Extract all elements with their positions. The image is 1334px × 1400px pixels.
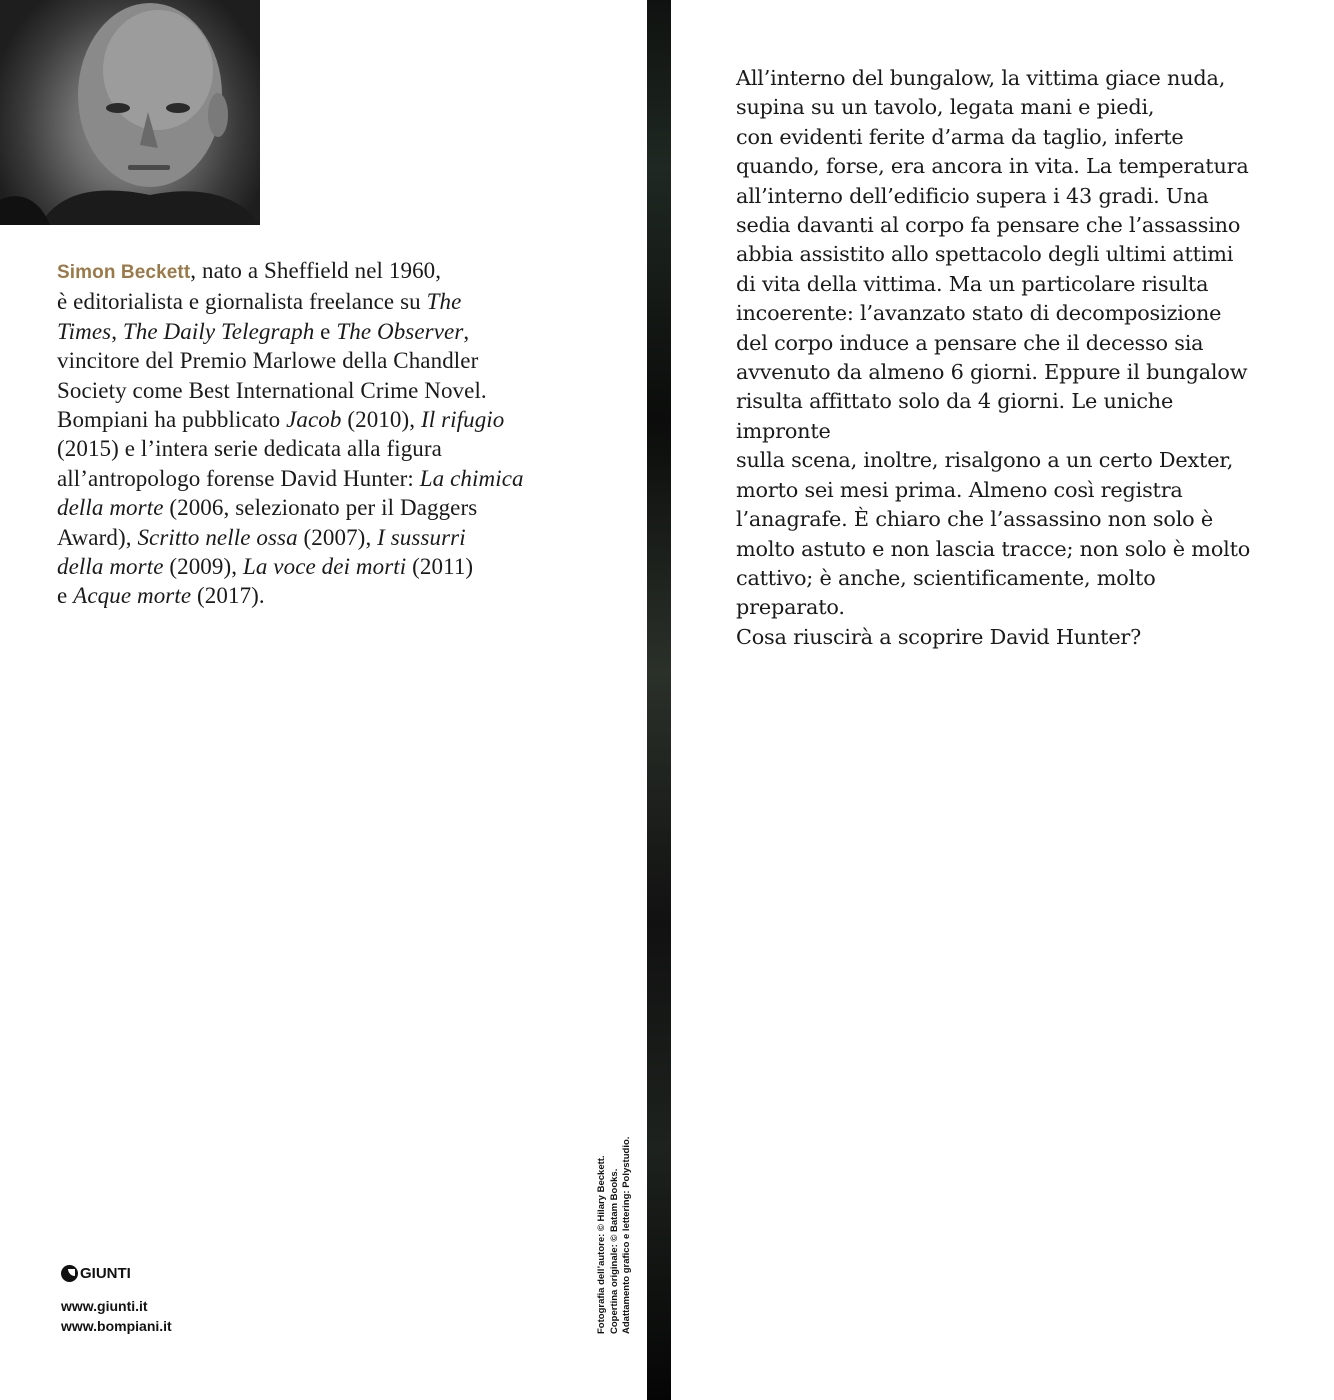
bio-title: della morte [57, 554, 164, 580]
bio-title: Acque morte [73, 583, 192, 609]
bio-segment: (2006, selezionato per il Daggers [163, 495, 478, 521]
bio-title: Jacob [286, 407, 342, 433]
publisher-urls [61, 1296, 172, 1336]
bio-title: I sussurri [377, 524, 466, 550]
blurb-line: morto sei mesi prima. Almeno così registra [736, 477, 1183, 502]
author-bio [57, 256, 577, 611]
bio-segment: , [111, 318, 123, 344]
blurb-line: con evidenti ferite d’arma da taglio, inferte [736, 124, 1184, 149]
bio-title: Scritto nelle ossa [137, 524, 298, 550]
giunti-logo [61, 1265, 131, 1282]
author-name: Simon Beckett [57, 262, 191, 283]
blurb-line: supina su un tavolo, legata mani e piedi, [736, 95, 1155, 120]
giunti-logo-text: GIUNTI [80, 1265, 131, 1282]
author-photo [0, 0, 260, 225]
blurb-line: Cosa riuscirà a scoprire David Hunter? [736, 624, 1142, 649]
cover-spine-strip [647, 0, 671, 1400]
blurb-line: all’interno dell’edificio supera i 43 gradi. Una [736, 183, 1209, 208]
url-bompiani[interactable]: www.bompiani.it [61, 1318, 172, 1334]
bio-title: della morte [57, 495, 164, 521]
blurb-line: del corpo induce a pensare che il decesso sia [736, 330, 1204, 355]
bio-title: The Observer [336, 318, 464, 344]
url-giunti[interactable]: www.giunti.it [61, 1298, 148, 1314]
bio-segment: e [57, 583, 74, 609]
bio-segment: all’antropologo forense David Hunter: [57, 465, 420, 491]
author-bio-text [57, 258, 524, 608]
bio-title: Times [57, 318, 112, 344]
credit-photo: Fotografia dell’autore: © Hilary Beckett. [596, 1155, 607, 1334]
blurb-line: incoerente: l’avanzato stato di decomposizione [736, 301, 1222, 326]
bio-segment: (2007), [297, 524, 378, 550]
blurb-line: l’anagrafe. È chiaro che l’assassino non solo è [736, 507, 1213, 532]
blurb-line: All’interno del bungalow, la vittima giace nuda, [736, 66, 1226, 90]
bio-title: Il rifugio [420, 407, 505, 433]
bio-segment: Award), [57, 524, 138, 550]
blurb-line: molto astuto e non lascia tracce; non solo è molto [736, 536, 1251, 561]
blurb-line: quando, forse, era ancora in vita. La temperatura [736, 154, 1249, 179]
blurb-line: risulta affittato solo da 4 giorni. Le uniche impronte [736, 389, 1174, 443]
blurb-line: sulla scena, inoltre, risalgono a un certo Dexter, [736, 448, 1234, 473]
bio-segment: vincitore del Premio Marlowe della Chandler [57, 348, 479, 374]
credit-graphics: Adattamento grafico e lettering: Polystudio. [621, 1136, 632, 1334]
bio-segment: Bompiani ha pubblicato [57, 407, 287, 433]
right-margin [1315, 0, 1334, 1400]
blurb-line: abbia assistito allo spettacolo degli ultimi attimi [736, 242, 1234, 267]
bio-segment: (2009), [163, 554, 243, 580]
giunti-logo-icon [61, 1265, 78, 1282]
credit-cover: Copertina originale: © Batam Books. [608, 1168, 620, 1334]
bio-segment: (2017). [191, 583, 265, 609]
bio-segment: , [463, 318, 470, 344]
bio-title: La voce dei morti [242, 554, 407, 580]
blurb-line: sedia davanti al corpo fa pensare che l’assassino [736, 213, 1241, 238]
bio-segment: e [314, 318, 337, 344]
bio-title: La chimica [419, 465, 524, 491]
blurb-line: cattivo; è anche, scientificamente, molto preparato. [736, 565, 1156, 620]
bio-segment: (2010), [341, 407, 421, 433]
bio-segment: , nato a Sheffield nel 1960, [190, 258, 442, 283]
blurb-line: di vita della vittima. Ma un particolare risulta [736, 271, 1209, 296]
bio-segment: è editorialista e giornalista freelance su [57, 289, 427, 315]
back-cover-blurb [736, 64, 1256, 652]
bio-title: The [426, 289, 462, 315]
bio-title: The Daily Telegraph [122, 318, 315, 344]
credits-vertical [596, 1134, 634, 1334]
blurb-line: avvenuto da almeno 6 giorni. Eppure il bungalow [736, 360, 1248, 385]
bio-segment: Society come Best International Crime Novel. [57, 377, 487, 403]
bio-segment: (2011) [406, 554, 474, 580]
bio-segment: (2015) e l’intera serie dedicata alla figura [57, 436, 442, 462]
